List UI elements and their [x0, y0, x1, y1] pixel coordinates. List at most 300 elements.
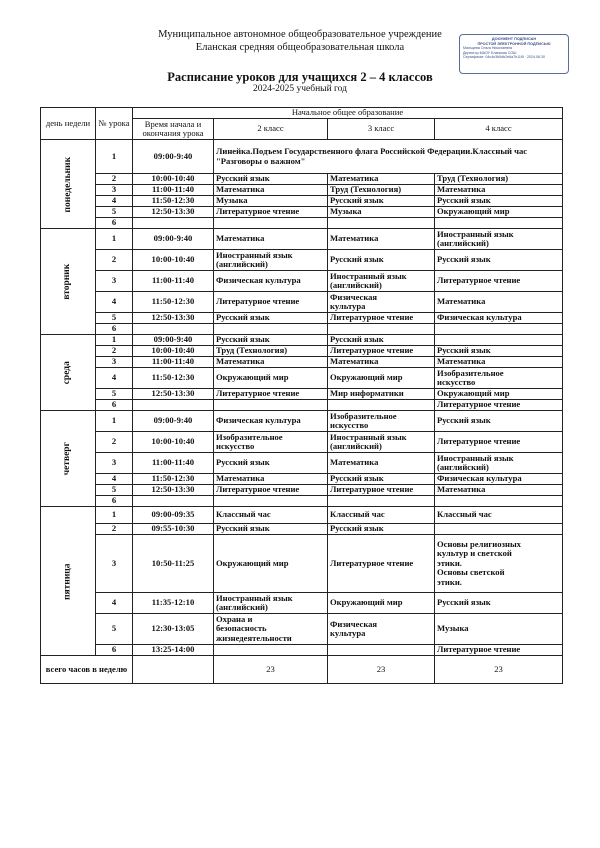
subject-class-3	[328, 324, 435, 335]
lesson-number: 1	[96, 335, 133, 346]
lesson-time: 09:00-09:35	[133, 507, 214, 524]
lesson-number: 2	[96, 524, 133, 535]
day-cell	[41, 335, 96, 411]
table-row	[41, 292, 563, 313]
subject-class-3	[328, 411, 435, 432]
subject-line: Иностранный язык	[330, 270, 407, 281]
lesson-number: 5	[96, 207, 133, 218]
subject-line: Окружающий мир	[216, 557, 289, 568]
total-hours-time-cell	[133, 656, 214, 684]
subject-class-4	[435, 400, 563, 411]
subject-line: Основы религиозных	[437, 538, 521, 549]
subject-line: Окружающий мир	[437, 206, 510, 217]
lesson-number: 6	[96, 324, 133, 335]
table-row	[41, 324, 563, 335]
table-row	[41, 229, 563, 250]
subject-class-2	[214, 485, 328, 496]
subject-line: Русский язык	[437, 597, 491, 608]
subject-class-2	[214, 229, 328, 250]
header-education-level: Начальное общее образование	[133, 108, 563, 119]
subject-line: Музыка	[437, 623, 469, 634]
subject-class-3	[328, 389, 435, 400]
subject-class-4	[435, 645, 563, 656]
subject-line: Литературное чтение	[330, 557, 414, 568]
lesson-number: 2	[96, 250, 133, 271]
header-class-2: 2 класс	[214, 119, 328, 140]
table-row	[41, 507, 563, 524]
subject-class-3	[328, 400, 435, 411]
lesson-time: 11:35-12:10	[133, 593, 214, 614]
lesson-time: 12:50-13:30	[133, 207, 214, 218]
total-hours-class-2: 23	[214, 656, 328, 684]
table-row	[41, 335, 563, 346]
day-name: понедельник	[63, 156, 74, 213]
stamp-title-1: ДОКУМЕНТ ПОДПИСАН	[491, 37, 537, 41]
subject-line: Русский язык	[216, 457, 270, 468]
subject-line: Математика	[437, 356, 486, 367]
subject-class-3	[328, 485, 435, 496]
lesson-number: 1	[96, 507, 133, 524]
header-class-3: 3 класс	[328, 119, 435, 140]
subject-class-3	[328, 313, 435, 324]
table-row	[41, 174, 563, 185]
subject-line: Литературное чтение	[330, 484, 414, 495]
table-row	[41, 593, 563, 614]
subject-line: Русский язык	[330, 334, 384, 345]
lesson-number: 6	[96, 496, 133, 507]
subject-line: Иностранный язык	[437, 228, 514, 239]
subject-line: Математика	[216, 356, 265, 367]
subject-class-2	[214, 313, 328, 324]
subject-line: (английский)	[330, 280, 382, 290]
schedule-body	[41, 140, 563, 656]
subject-line: Математика	[330, 457, 379, 468]
subject-class-2	[214, 614, 328, 645]
table-row	[41, 524, 563, 535]
subject-line: (английский)	[437, 462, 489, 472]
subject-line: Русский язык	[437, 345, 491, 356]
table-row	[41, 218, 563, 229]
total-hours-class-4: 23	[435, 656, 563, 684]
subject-class-4	[435, 196, 563, 207]
lesson-number: 5	[96, 389, 133, 400]
lesson-number: 3	[96, 271, 133, 292]
subject-class-2	[214, 250, 328, 271]
subject-line: Литературное чтение	[216, 388, 300, 399]
subject-line: Русский язык	[437, 254, 491, 265]
subject-line: Изобразительное	[437, 367, 504, 378]
lesson-number: 4	[96, 292, 133, 313]
lesson-time: 10:00-10:40	[133, 250, 214, 271]
subject-line: (английский)	[330, 441, 382, 451]
table-row	[41, 496, 563, 507]
lesson-time: 11:50-12:30	[133, 292, 214, 313]
subject-class-3	[328, 335, 435, 346]
lesson-number: 2	[96, 346, 133, 357]
subject-class-4	[435, 174, 563, 185]
lesson-number: 4	[96, 368, 133, 389]
subject-line: Музыка	[330, 206, 362, 217]
lesson-time: 11:00-11:40	[133, 185, 214, 196]
header-time: Время начала и окончания урока	[133, 119, 214, 140]
subject-class-3	[328, 207, 435, 218]
subject-class-4	[435, 313, 563, 324]
subject-line: Подъем Государственного флага Российской Федерации.	[252, 146, 473, 157]
subject-line: Русский язык	[330, 254, 384, 265]
subject-line: Русский язык	[437, 415, 491, 426]
subject-class-4	[435, 432, 563, 453]
subject-line: Литературное чтение	[437, 436, 521, 447]
subject-line: Труд (Технология)	[437, 173, 509, 184]
subject-class-2	[214, 400, 328, 411]
lesson-time: 11:00-11:40	[133, 453, 214, 474]
header-day: день недели	[41, 108, 96, 140]
subject-class-2	[214, 335, 328, 346]
day-name: среда	[62, 361, 73, 385]
subject-line: Классный час	[330, 509, 385, 520]
subject-line: Русский язык	[216, 312, 270, 323]
subject-line: Математика	[330, 233, 379, 244]
day-cell	[41, 411, 96, 507]
lesson-number: 5	[96, 313, 133, 324]
subject-line: Русский язык	[330, 473, 384, 484]
subject-line: Иностранный язык	[216, 592, 293, 603]
subject-class-3	[328, 218, 435, 229]
subject-line: Окружающий мир	[437, 388, 510, 399]
subject-class-4	[435, 368, 563, 389]
subject-class-3	[328, 196, 435, 207]
day-name: пятница	[62, 563, 73, 600]
lesson-time: 09:00-9:40	[133, 229, 214, 250]
subject-class-2	[214, 389, 328, 400]
lesson-number: 4	[96, 474, 133, 485]
lesson-number: 1	[96, 411, 133, 432]
stamp-line-2: Директор МАОУ Еланская СОШ	[463, 50, 517, 55]
subject-line: (английский)	[216, 602, 268, 612]
subject-line: Русский язык	[216, 334, 270, 345]
subject-line: Математика	[437, 296, 486, 307]
lesson-time: 11:00-11:40	[133, 357, 214, 368]
subject-class-4	[435, 507, 563, 524]
lesson-number: 4	[96, 593, 133, 614]
subject-line: безопасность	[216, 623, 267, 634]
subject-line: Математика	[330, 173, 379, 184]
subject-line: Охрана и	[216, 613, 253, 624]
day-name: четверг	[62, 442, 73, 476]
subject-class-4	[435, 524, 563, 535]
table-row	[41, 614, 563, 645]
subject-class-4	[435, 185, 563, 196]
subject-class-2	[214, 207, 328, 218]
subject-line: искусство	[437, 377, 476, 387]
subject-line: Литературное чтение	[437, 399, 521, 410]
subject-class-3	[328, 292, 435, 313]
org-line-1: Муниципальное автономное общеобразовательное учреждение	[158, 29, 442, 40]
subject-class-3	[328, 496, 435, 507]
subject-class-3	[328, 614, 435, 645]
subject-line: Литературное чтение	[216, 296, 300, 307]
lesson-number: 6	[96, 218, 133, 229]
subject-line: Труд (Технология)	[216, 345, 288, 356]
subject-line: Русский язык	[216, 523, 270, 534]
subject-line: Математика	[437, 184, 486, 195]
subject-line: Физическая культура	[216, 275, 301, 286]
total-hours-label: всего часов в неделю	[41, 656, 133, 684]
table-row	[41, 453, 563, 474]
lesson-time	[133, 324, 214, 335]
subject-line: (английский)	[216, 259, 268, 269]
subject-class-2	[214, 346, 328, 357]
subject-line: Литературное чтение	[437, 644, 521, 655]
table-row	[41, 389, 563, 400]
subject-line: Русский язык	[330, 523, 384, 534]
page-title: Расписание уроков для учащихся 2 – 4 классов	[167, 70, 433, 84]
subject-line: Русский язык	[216, 173, 270, 184]
lesson-time	[133, 400, 214, 411]
header-lesson-number: № урока	[96, 108, 133, 140]
subject-class-4	[435, 357, 563, 368]
table-row	[41, 485, 563, 496]
lesson-time: 10:00-10:40	[133, 346, 214, 357]
subject-class-3	[328, 593, 435, 614]
day-cell	[41, 140, 96, 229]
subject-line: Основы светской	[437, 567, 505, 578]
subject-line: Русский язык	[330, 195, 384, 206]
subject-class-2	[214, 218, 328, 229]
subject-class-3	[328, 357, 435, 368]
table-row	[41, 207, 563, 218]
subject-class-2	[214, 292, 328, 313]
table-row	[41, 411, 563, 432]
subject-class-4	[435, 346, 563, 357]
subject-line: Физическая культура	[437, 312, 522, 323]
subject-class-2	[214, 368, 328, 389]
subject-line: Иностранный язык	[330, 431, 407, 442]
subject-line: Изобразительное	[216, 431, 283, 442]
lesson-time: 12:50-13:30	[133, 389, 214, 400]
subject-class-3	[328, 507, 435, 524]
lesson-time: 10:00-10:40	[133, 174, 214, 185]
lesson-time: 11:50-12:30	[133, 196, 214, 207]
lesson-number: 6	[96, 400, 133, 411]
subject-class-4	[435, 593, 563, 614]
lesson-time: 12:50-13:30	[133, 485, 214, 496]
subject-class-3	[328, 432, 435, 453]
subject-line: Математика	[437, 484, 486, 495]
table-row	[41, 196, 563, 207]
merged-subject-cell	[214, 140, 563, 174]
lesson-time: 09:00-9:40	[133, 335, 214, 346]
subject-class-2	[214, 271, 328, 292]
subject-line: Мир информатики	[330, 388, 404, 399]
subject-class-2	[214, 507, 328, 524]
subject-line: Русский язык	[437, 195, 491, 206]
table-row	[41, 368, 563, 389]
subject-class-3	[328, 535, 435, 593]
subject-line: Изобразительное	[330, 410, 397, 421]
subject-class-4	[435, 411, 563, 432]
subject-line: Литературное чтение	[330, 312, 414, 323]
subject-line: Линейка.	[216, 146, 253, 157]
subject-class-2	[214, 196, 328, 207]
subject-line: Окружающий мир	[330, 372, 403, 383]
subject-class-4	[435, 496, 563, 507]
table-row	[41, 357, 563, 368]
lesson-time: 12:50-13:30	[133, 313, 214, 324]
lesson-time: 09:00-9:40	[133, 411, 214, 432]
day-cell	[41, 229, 96, 335]
header-class-4: 4 класс	[435, 119, 563, 140]
subject-class-4	[435, 453, 563, 474]
subject-line: культур и светской	[437, 548, 512, 559]
lesson-number: 3	[96, 357, 133, 368]
subject-class-2	[214, 432, 328, 453]
lesson-time: 11:50-12:30	[133, 368, 214, 389]
subject-class-2	[214, 411, 328, 432]
stamp-line-1: Мальцева Ольга Николаевна	[463, 46, 512, 51]
lesson-time: 09:00-9:40	[133, 140, 214, 174]
lesson-number: 3	[96, 185, 133, 196]
subject-class-4	[435, 207, 563, 218]
day-name: вторник	[62, 264, 73, 300]
subject-class-4	[435, 292, 563, 313]
subject-line: этики.	[437, 557, 462, 568]
subject-line: Классный час "Разговоры о важном"	[216, 146, 528, 166]
subject-class-3	[328, 250, 435, 271]
total-hours-class-3: 23	[328, 656, 435, 684]
subject-line: Литературное чтение	[216, 206, 300, 217]
subject-line: Труд (Технология)	[330, 184, 402, 195]
subject-class-4	[435, 389, 563, 400]
subject-class-3	[328, 474, 435, 485]
lesson-number: 1	[96, 229, 133, 250]
subject-line: Иностранный язык	[216, 249, 293, 260]
subject-line: Физическая культура	[437, 473, 522, 484]
lesson-number: 5	[96, 614, 133, 645]
schedule-table	[40, 107, 563, 684]
lesson-time	[133, 218, 214, 229]
subject-class-4	[435, 614, 563, 645]
subject-line: Окружающий мир	[330, 597, 403, 608]
lesson-number: 2	[96, 432, 133, 453]
subject-class-2	[214, 645, 328, 656]
lesson-time	[133, 496, 214, 507]
org-line-2: Еланская средняя общеобразовательная школа	[195, 42, 405, 53]
lesson-time: 09:55-10:30	[133, 524, 214, 535]
subject-class-3	[328, 346, 435, 357]
subject-line: Математика	[216, 473, 265, 484]
day-cell	[41, 507, 96, 656]
lesson-number: 3	[96, 453, 133, 474]
subject-class-4	[435, 229, 563, 250]
subject-class-2	[214, 357, 328, 368]
subject-class-4	[435, 324, 563, 335]
subject-class-2	[214, 524, 328, 535]
stamp-title-2: ПРОСТОЙ ЭЛЕКТРОННОЙ ПОДПИСЬЮ	[477, 41, 551, 46]
subject-line: Литературное чтение	[437, 275, 521, 286]
lesson-time: 11:00-11:40	[133, 271, 214, 292]
lesson-time: 11:50-12:30	[133, 474, 214, 485]
subject-class-2	[214, 535, 328, 593]
table-row	[41, 185, 563, 196]
subject-line: Классный час	[437, 509, 492, 520]
subject-class-2	[214, 174, 328, 185]
lesson-time: 10:50-11:25	[133, 535, 214, 593]
subject-line: Физическая	[330, 291, 378, 302]
table-row	[41, 313, 563, 324]
subject-class-4	[435, 250, 563, 271]
lesson-number: 5	[96, 485, 133, 496]
lesson-number: 6	[96, 645, 133, 656]
table-row	[41, 250, 563, 271]
lesson-number: 2	[96, 174, 133, 185]
subject-line: искусство	[216, 441, 255, 451]
subject-line: Музыка	[216, 195, 248, 206]
subject-class-3	[328, 368, 435, 389]
subject-class-3	[328, 271, 435, 292]
subject-line: культура	[330, 301, 366, 311]
subject-class-2	[214, 593, 328, 614]
subject-line: культура	[330, 628, 366, 638]
subject-class-4	[435, 485, 563, 496]
subject-line: Математика	[216, 233, 265, 244]
table-row	[41, 474, 563, 485]
subject-class-3	[328, 453, 435, 474]
lesson-time: 13:25-14:00	[133, 645, 214, 656]
subject-line: Математика	[330, 356, 379, 367]
subject-class-4	[435, 474, 563, 485]
subject-line: жизнедеятельности	[216, 632, 292, 643]
subject-class-3	[328, 174, 435, 185]
subject-class-3	[328, 229, 435, 250]
lesson-number: 3	[96, 535, 133, 593]
subject-line: Математика	[216, 184, 265, 195]
subject-line: этики.	[437, 576, 462, 587]
table-row	[41, 400, 563, 411]
subject-class-2	[214, 453, 328, 474]
stamp-line-3: Сертификат: 04c4e3b5db2e6a7b11f0 · 2024.08.30	[463, 55, 546, 60]
subject-line: Окружающий мир	[216, 372, 289, 383]
subject-line: искусство	[330, 420, 369, 430]
subject-class-3	[328, 524, 435, 535]
subject-line: (английский)	[437, 238, 489, 248]
e-signature-stamp	[459, 34, 569, 74]
table-row	[41, 645, 563, 656]
table-row	[41, 346, 563, 357]
subject-class-3	[328, 645, 435, 656]
table-row	[41, 432, 563, 453]
subject-line: Классный час	[216, 509, 271, 520]
table-row	[41, 140, 563, 174]
table-row	[41, 271, 563, 292]
subject-class-4	[435, 535, 563, 593]
subject-class-2	[214, 474, 328, 485]
subject-class-4	[435, 335, 563, 346]
subject-class-4	[435, 271, 563, 292]
lesson-number: 1	[96, 140, 133, 174]
subject-class-2	[214, 185, 328, 196]
subject-class-2	[214, 496, 328, 507]
school-year: 2024-2025 учебный год	[252, 84, 347, 94]
lesson-time: 10:00-10:40	[133, 432, 214, 453]
subject-line: Физическая	[330, 618, 378, 629]
table-row	[41, 535, 563, 593]
lesson-time: 12:30-13:05	[133, 614, 214, 645]
subject-class-2	[214, 324, 328, 335]
subject-line: Физическая культура	[216, 415, 301, 426]
subject-line: Литературное чтение	[330, 345, 414, 356]
subject-line: Иностранный язык	[437, 452, 514, 463]
